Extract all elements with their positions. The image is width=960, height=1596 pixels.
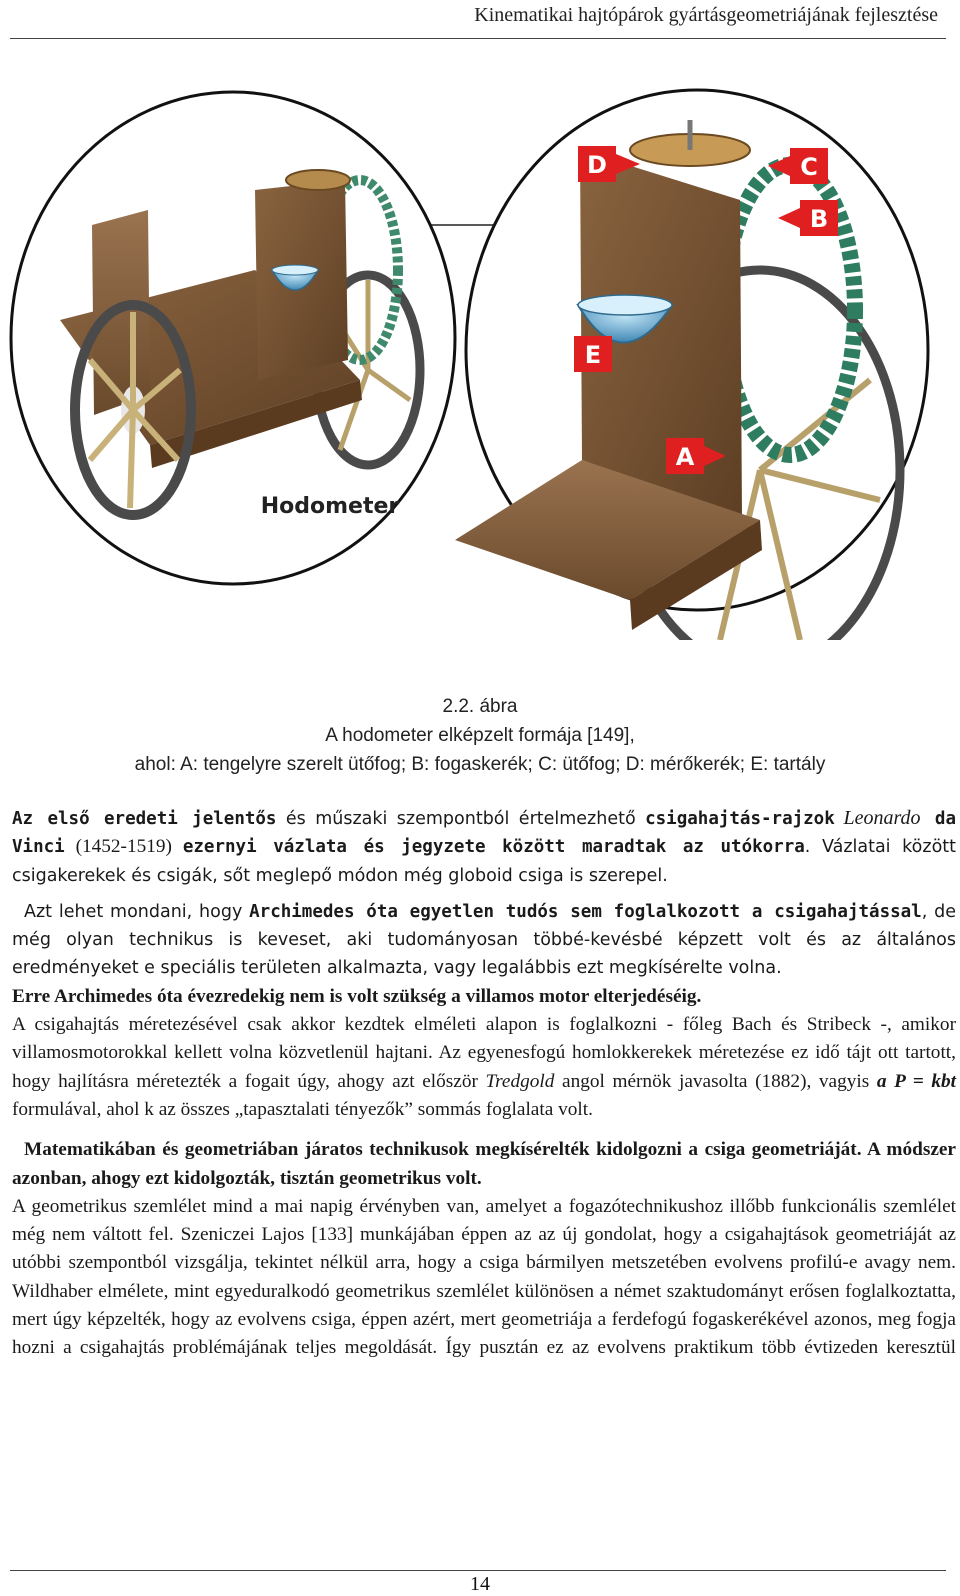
paragraph-5: Matematikában és geometriában járatos technikusok megkísérelték kidolgozni a csiga geometriáját. A módszer azonban, ahogy ezt kidolgozták, tisztán geometrikus volt. xyxy=(12,1139,956,1189)
paragraph-1: Az első eredeti jelentős és műszaki szempontból értelmezhető csigahajtás-rajzok Leonardo da Vinci (1452-1519) ezernyi vázlata és jegyzete között maradtak az utókorra. Vázlatai között csigakerekek és csigák, sőt meglepő módon még globoid csiga is szerepel. xyxy=(12,807,957,886)
detail-circle xyxy=(455,90,928,640)
svg-text:D: D xyxy=(587,151,607,179)
header-rule xyxy=(10,38,946,39)
marker-e xyxy=(574,336,612,372)
figure-caption xyxy=(0,692,960,779)
svg-text:C: C xyxy=(800,153,818,181)
figure-legend: ahol: A: tengelyre szerelt ütőfog; B: fogaskerék; C: ütőfog; D: mérőkerék; E: tartály xyxy=(134,754,826,775)
figure-number: 2.2. ábra xyxy=(442,696,518,717)
paragraph-6: A geometrikus szemlélet mind a mai napig érvényben van, amelyet a fogazótechnikushoz illőbb funkcionális szemlélet még nem váltott fel. Szeniczei Lajos [133] munkájában éppen az az új gondolat, hogy a csigahajtások geometriáját az utóbbi szempontból vizsgálja, tekintet nélkül arra, hogy a csiga bármilyen metszetében evolvens profilú-e avagy nem. Wildhaber elmélete, mint egyeduralkodó geometrikus szemlélet különösen a német szaktudományt erősen foglalkoztatta, mert úgy képzelték, hogy az evolvens csiga, éppen azért, mert geometriája a ferdefogú fogaskerékével azonos, meg fogja hozni a csigahajtás problémájának teljes megoldását. Így pusztán ez az evolvens praktikum több évtizeden keresztül xyxy=(12,1195,956,1359)
svg-text:B: B xyxy=(809,205,829,233)
footer-rule xyxy=(10,1570,946,1571)
hodometer-label: Hodometer xyxy=(260,494,400,519)
svg-text:E: E xyxy=(584,341,602,369)
running-header: Kinematikai hajtópárok gyártásgeometriájának fejlesztése xyxy=(474,4,938,26)
paragraph-3: Erre Archimedes óta évezredekig nem is volt szükség a villamos motor elterjedéséig. xyxy=(12,985,702,1007)
body-text xyxy=(12,804,956,1363)
figure-title: A hodometer elképzelt formája [149], xyxy=(325,725,635,746)
svg-text:A: A xyxy=(675,443,695,471)
hodometer-figure xyxy=(0,80,960,640)
page-number: 14 xyxy=(470,1573,490,1595)
paragraph-4: A csigahajtás méretezésével csak akkor kezdtek elméleti alapon is foglalkozni - főleg Bach és Stribeck -, amikor villamosmotorokkal kellett volna közvetlenül hajtani. Az egyenesfogú homlokkerekek méretezése ez idő tájt ott tartott, hogy hajlításra méretezték a fogait úgy, ahogy azt először Tredgold angol mérnök javasolta (1882), vagyis a P = kbt formulával, ahol k az összes „tapasztalati tényezők” sommás foglalata volt. xyxy=(12,1014,956,1120)
paragraph-2: Azt lehet mondani, hogy Archimedes óta egyetlen tudós sem foglalkozott a csigahajtással, de még olyan technikus is keveset, aki tudományosan többé-kevésbé képzett volt és az általános eredményeket e speciális területen alkalmazta, vagy legalábbis ezt megkísérelte volna. xyxy=(12,901,956,979)
